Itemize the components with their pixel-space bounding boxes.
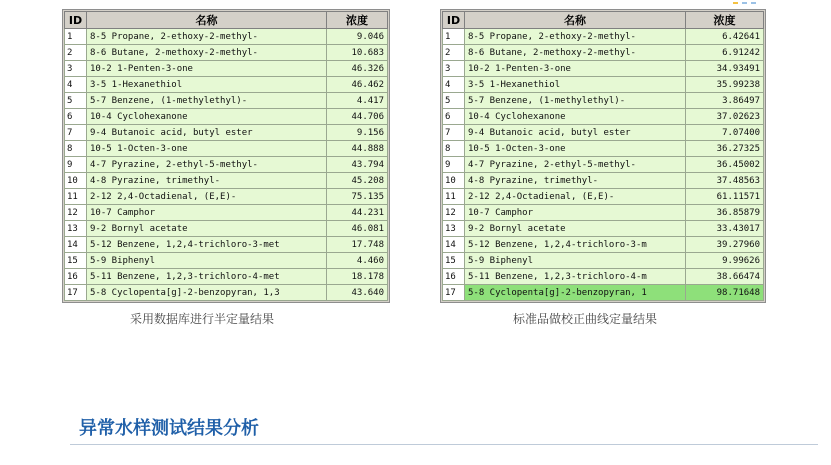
table-row[interactable] xyxy=(65,93,388,109)
cell-id[interactable]: 14 xyxy=(65,237,87,253)
table-row[interactable] xyxy=(65,61,388,77)
cell-concentration[interactable]: 10.683 xyxy=(327,45,388,61)
cell-concentration[interactable]: 46.326 xyxy=(327,61,388,77)
cell-concentration[interactable]: 9.99626 xyxy=(686,253,764,269)
cell-compound-name[interactable]: 4-8 Pyrazine, trimethyl- xyxy=(465,173,686,189)
table-row[interactable] xyxy=(65,173,388,189)
cell-id[interactable]: 4 xyxy=(443,77,465,93)
cell-id[interactable]: 12 xyxy=(65,205,87,221)
cell-id[interactable]: 1 xyxy=(443,29,465,45)
cell-concentration[interactable]: 43.640 xyxy=(327,285,388,301)
table-row[interactable] xyxy=(443,189,764,205)
table-row[interactable] xyxy=(65,205,388,221)
cell-concentration[interactable]: 3.86497 xyxy=(686,93,764,109)
cell-concentration[interactable]: 38.66474 xyxy=(686,269,764,285)
decorative-dashes xyxy=(733,2,756,4)
section-divider xyxy=(70,444,818,445)
cell-concentration[interactable]: 6.42641 xyxy=(686,29,764,45)
cell-compound-name[interactable]: 10-5 1-Octen-3-one xyxy=(87,141,327,157)
cell-id[interactable]: 2 xyxy=(65,45,87,61)
cell-concentration[interactable]: 9.046 xyxy=(327,29,388,45)
cell-concentration[interactable]: 36.27325 xyxy=(686,141,764,157)
table-row[interactable] xyxy=(65,77,388,93)
cell-id[interactable]: 3 xyxy=(65,61,87,77)
cell-compound-name[interactable]: 5-7 Benzene, (1-methylethyl)- xyxy=(87,93,327,109)
right-results-table xyxy=(442,11,764,301)
cell-concentration[interactable]: 17.748 xyxy=(327,237,388,253)
cell-compound-name[interactable]: 2-12 2,4-Octadienal, (E,E)- xyxy=(465,189,686,205)
cell-id[interactable]: 7 xyxy=(65,125,87,141)
left-results-grid xyxy=(62,9,390,303)
table-row[interactable] xyxy=(65,141,388,157)
table-row[interactable] xyxy=(443,237,764,253)
cell-compound-name[interactable]: 9-2 Bornyl acetate xyxy=(87,221,327,237)
cell-compound-name[interactable]: 8-6 Butane, 2-methoxy-2-methyl- xyxy=(87,45,327,61)
cell-id[interactable]: 7 xyxy=(443,125,465,141)
table-row[interactable] xyxy=(443,45,764,61)
left-results-table xyxy=(64,11,388,301)
cell-concentration[interactable]: 44.706 xyxy=(327,109,388,125)
cell-id[interactable]: 17 xyxy=(443,285,465,301)
cell-concentration[interactable]: 36.45002 xyxy=(686,157,764,173)
cell-concentration[interactable]: 18.178 xyxy=(327,269,388,285)
cell-id[interactable]: 17 xyxy=(65,285,87,301)
table-row[interactable] xyxy=(65,189,388,205)
cell-id[interactable]: 10 xyxy=(65,173,87,189)
cell-compound-name[interactable]: 5-12 Benzene, 1,2,4-trichloro-3-met xyxy=(87,237,327,253)
column-header-concentration[interactable]: 浓度 xyxy=(327,12,388,29)
cell-concentration[interactable]: 37.48563 xyxy=(686,173,764,189)
cell-concentration[interactable]: 46.462 xyxy=(327,77,388,93)
cell-concentration[interactable]: 44.888 xyxy=(327,141,388,157)
cell-concentration[interactable]: 98.71648 xyxy=(686,285,764,301)
cell-compound-name[interactable]: 10-2 1-Penten-3-one xyxy=(465,61,686,77)
cell-id[interactable]: 10 xyxy=(443,173,465,189)
cell-concentration[interactable]: 4.460 xyxy=(327,253,388,269)
cell-compound-name[interactable]: 9-4 Butanoic acid, butyl ester xyxy=(87,125,327,141)
cell-id[interactable]: 13 xyxy=(443,221,465,237)
cell-id[interactable]: 16 xyxy=(65,269,87,285)
table-row[interactable] xyxy=(65,45,388,61)
cell-id[interactable]: 13 xyxy=(65,221,87,237)
cell-id[interactable]: 6 xyxy=(443,109,465,125)
cell-id[interactable]: 5 xyxy=(65,93,87,109)
cell-id[interactable]: 2 xyxy=(443,45,465,61)
table-row[interactable] xyxy=(443,77,764,93)
cell-compound-name[interactable]: 5-9 Biphenyl xyxy=(465,253,686,269)
table-row[interactable] xyxy=(65,109,388,125)
cell-concentration[interactable]: 43.794 xyxy=(327,157,388,173)
table-row[interactable] xyxy=(443,29,764,45)
cell-compound-name[interactable]: 4-8 Pyrazine, trimethyl- xyxy=(87,173,327,189)
cell-compound-name[interactable]: 8-5 Propane, 2-ethoxy-2-methyl- xyxy=(465,29,686,45)
cell-compound-name[interactable]: 5-9 Biphenyl xyxy=(87,253,327,269)
column-header-name[interactable]: 名称 xyxy=(465,12,686,29)
cell-id[interactable]: 8 xyxy=(443,141,465,157)
table-row[interactable] xyxy=(443,157,764,173)
right-header-row xyxy=(443,12,764,29)
cell-concentration[interactable]: 7.07400 xyxy=(686,125,764,141)
column-header-id[interactable]: ID xyxy=(65,12,87,29)
cell-id[interactable]: 14 xyxy=(443,237,465,253)
cell-compound-name[interactable]: 4-7 Pyrazine, 2-ethyl-5-methyl- xyxy=(87,157,327,173)
cell-compound-name[interactable]: 10-2 1-Penten-3-one xyxy=(87,61,327,77)
cell-concentration[interactable]: 34.93491 xyxy=(686,61,764,77)
cell-compound-name[interactable]: 5-8 Cyclopenta[g]-2-benzopyran, 1,3 xyxy=(87,285,327,301)
table-row[interactable] xyxy=(65,29,388,45)
cell-concentration[interactable]: 39.27960 xyxy=(686,237,764,253)
table-row[interactable] xyxy=(65,269,388,285)
cell-compound-name[interactable]: 10-5 1-Octen-3-one xyxy=(465,141,686,157)
cell-concentration[interactable]: 36.85879 xyxy=(686,205,764,221)
cell-concentration[interactable]: 35.99238 xyxy=(686,77,764,93)
cell-concentration[interactable]: 46.081 xyxy=(327,221,388,237)
cell-compound-name[interactable]: 10-4 Cyclohexanone xyxy=(465,109,686,125)
left-table-body xyxy=(65,29,388,301)
cell-compound-name[interactable]: 5-11 Benzene, 1,2,3-trichloro-4-met xyxy=(87,269,327,285)
cell-compound-name[interactable]: 9-4 Butanoic acid, butyl ester xyxy=(465,125,686,141)
cell-id[interactable]: 4 xyxy=(65,77,87,93)
cell-id[interactable]: 11 xyxy=(65,189,87,205)
cell-concentration[interactable]: 75.135 xyxy=(327,189,388,205)
cell-id[interactable]: 3 xyxy=(443,61,465,77)
table-row[interactable] xyxy=(65,157,388,173)
cell-compound-name[interactable]: 10-4 Cyclohexanone xyxy=(87,109,327,125)
cell-compound-name[interactable]: 9-2 Bornyl acetate xyxy=(465,221,686,237)
table-row[interactable] xyxy=(443,173,764,189)
cell-concentration[interactable]: 45.208 xyxy=(327,173,388,189)
table-row[interactable] xyxy=(443,125,764,141)
column-header-id[interactable]: ID xyxy=(443,12,465,29)
left-header-row xyxy=(65,12,388,29)
cell-id[interactable]: 5 xyxy=(443,93,465,109)
cell-compound-name[interactable]: 10-7 Camphor xyxy=(465,205,686,221)
cell-compound-name[interactable]: 10-7 Camphor xyxy=(87,205,327,221)
cell-concentration[interactable]: 44.231 xyxy=(327,205,388,221)
cell-id[interactable]: 1 xyxy=(65,29,87,45)
table-row[interactable] xyxy=(443,253,764,269)
table-row[interactable] xyxy=(443,109,764,125)
cell-concentration[interactable]: 61.11571 xyxy=(686,189,764,205)
cell-compound-name[interactable]: 5-11 Benzene, 1,2,3-trichloro-4-m xyxy=(465,269,686,285)
section-title: 异常水样测试结果分析 xyxy=(79,418,259,439)
table-row[interactable] xyxy=(65,125,388,141)
cell-concentration[interactable]: 9.156 xyxy=(327,125,388,141)
right-table-caption: 标准品做校正曲线定量结果 xyxy=(513,312,658,326)
table-row[interactable] xyxy=(443,285,764,301)
left-table-caption: 采用数据库进行半定量结果 xyxy=(130,312,275,326)
table-row[interactable] xyxy=(443,93,764,109)
table-row[interactable] xyxy=(443,269,764,285)
cell-compound-name[interactable]: 2-12 2,4-Octadienal, (E,E)- xyxy=(87,189,327,205)
table-row[interactable] xyxy=(443,141,764,157)
right-table-body xyxy=(443,29,764,301)
cell-compound-name[interactable]: 8-5 Propane, 2-ethoxy-2-methyl- xyxy=(87,29,327,45)
cell-compound-name[interactable]: 5-12 Benzene, 1,2,4-trichloro-3-m xyxy=(465,237,686,253)
cell-id[interactable]: 15 xyxy=(443,253,465,269)
cell-id[interactable]: 12 xyxy=(443,205,465,221)
table-row[interactable] xyxy=(65,253,388,269)
cell-id[interactable]: 9 xyxy=(443,157,465,173)
table-row[interactable] xyxy=(65,221,388,237)
table-row[interactable] xyxy=(443,221,764,237)
table-row[interactable] xyxy=(443,205,764,221)
cell-compound-name[interactable]: 3-5 1-Hexanethiol xyxy=(87,77,327,93)
cell-compound-name[interactable]: 3-5 1-Hexanethiol xyxy=(465,77,686,93)
cell-compound-name[interactable]: 8-6 Butane, 2-methoxy-2-methyl- xyxy=(465,45,686,61)
cell-concentration[interactable]: 6.91242 xyxy=(686,45,764,61)
cell-concentration[interactable]: 4.417 xyxy=(327,93,388,109)
cell-compound-name[interactable]: 5-7 Benzene, (1-methylethyl)- xyxy=(465,93,686,109)
table-row[interactable] xyxy=(65,285,388,301)
column-header-concentration[interactable]: 浓度 xyxy=(686,12,764,29)
cell-id[interactable]: 16 xyxy=(443,269,465,285)
cell-concentration[interactable]: 37.02623 xyxy=(686,109,764,125)
cell-id[interactable]: 15 xyxy=(65,253,87,269)
cell-id[interactable]: 8 xyxy=(65,141,87,157)
cell-id[interactable]: 9 xyxy=(65,157,87,173)
table-row[interactable] xyxy=(65,237,388,253)
table-row[interactable] xyxy=(443,61,764,77)
column-header-name[interactable]: 名称 xyxy=(87,12,327,29)
cell-compound-name[interactable]: 5-8 Cyclopenta[g]-2-benzopyran, 1 xyxy=(465,285,686,301)
right-results-grid xyxy=(440,9,766,303)
cell-concentration[interactable]: 33.43017 xyxy=(686,221,764,237)
cell-id[interactable]: 6 xyxy=(65,109,87,125)
cell-id[interactable]: 11 xyxy=(443,189,465,205)
cell-compound-name[interactable]: 4-7 Pyrazine, 2-ethyl-5-methyl- xyxy=(465,157,686,173)
